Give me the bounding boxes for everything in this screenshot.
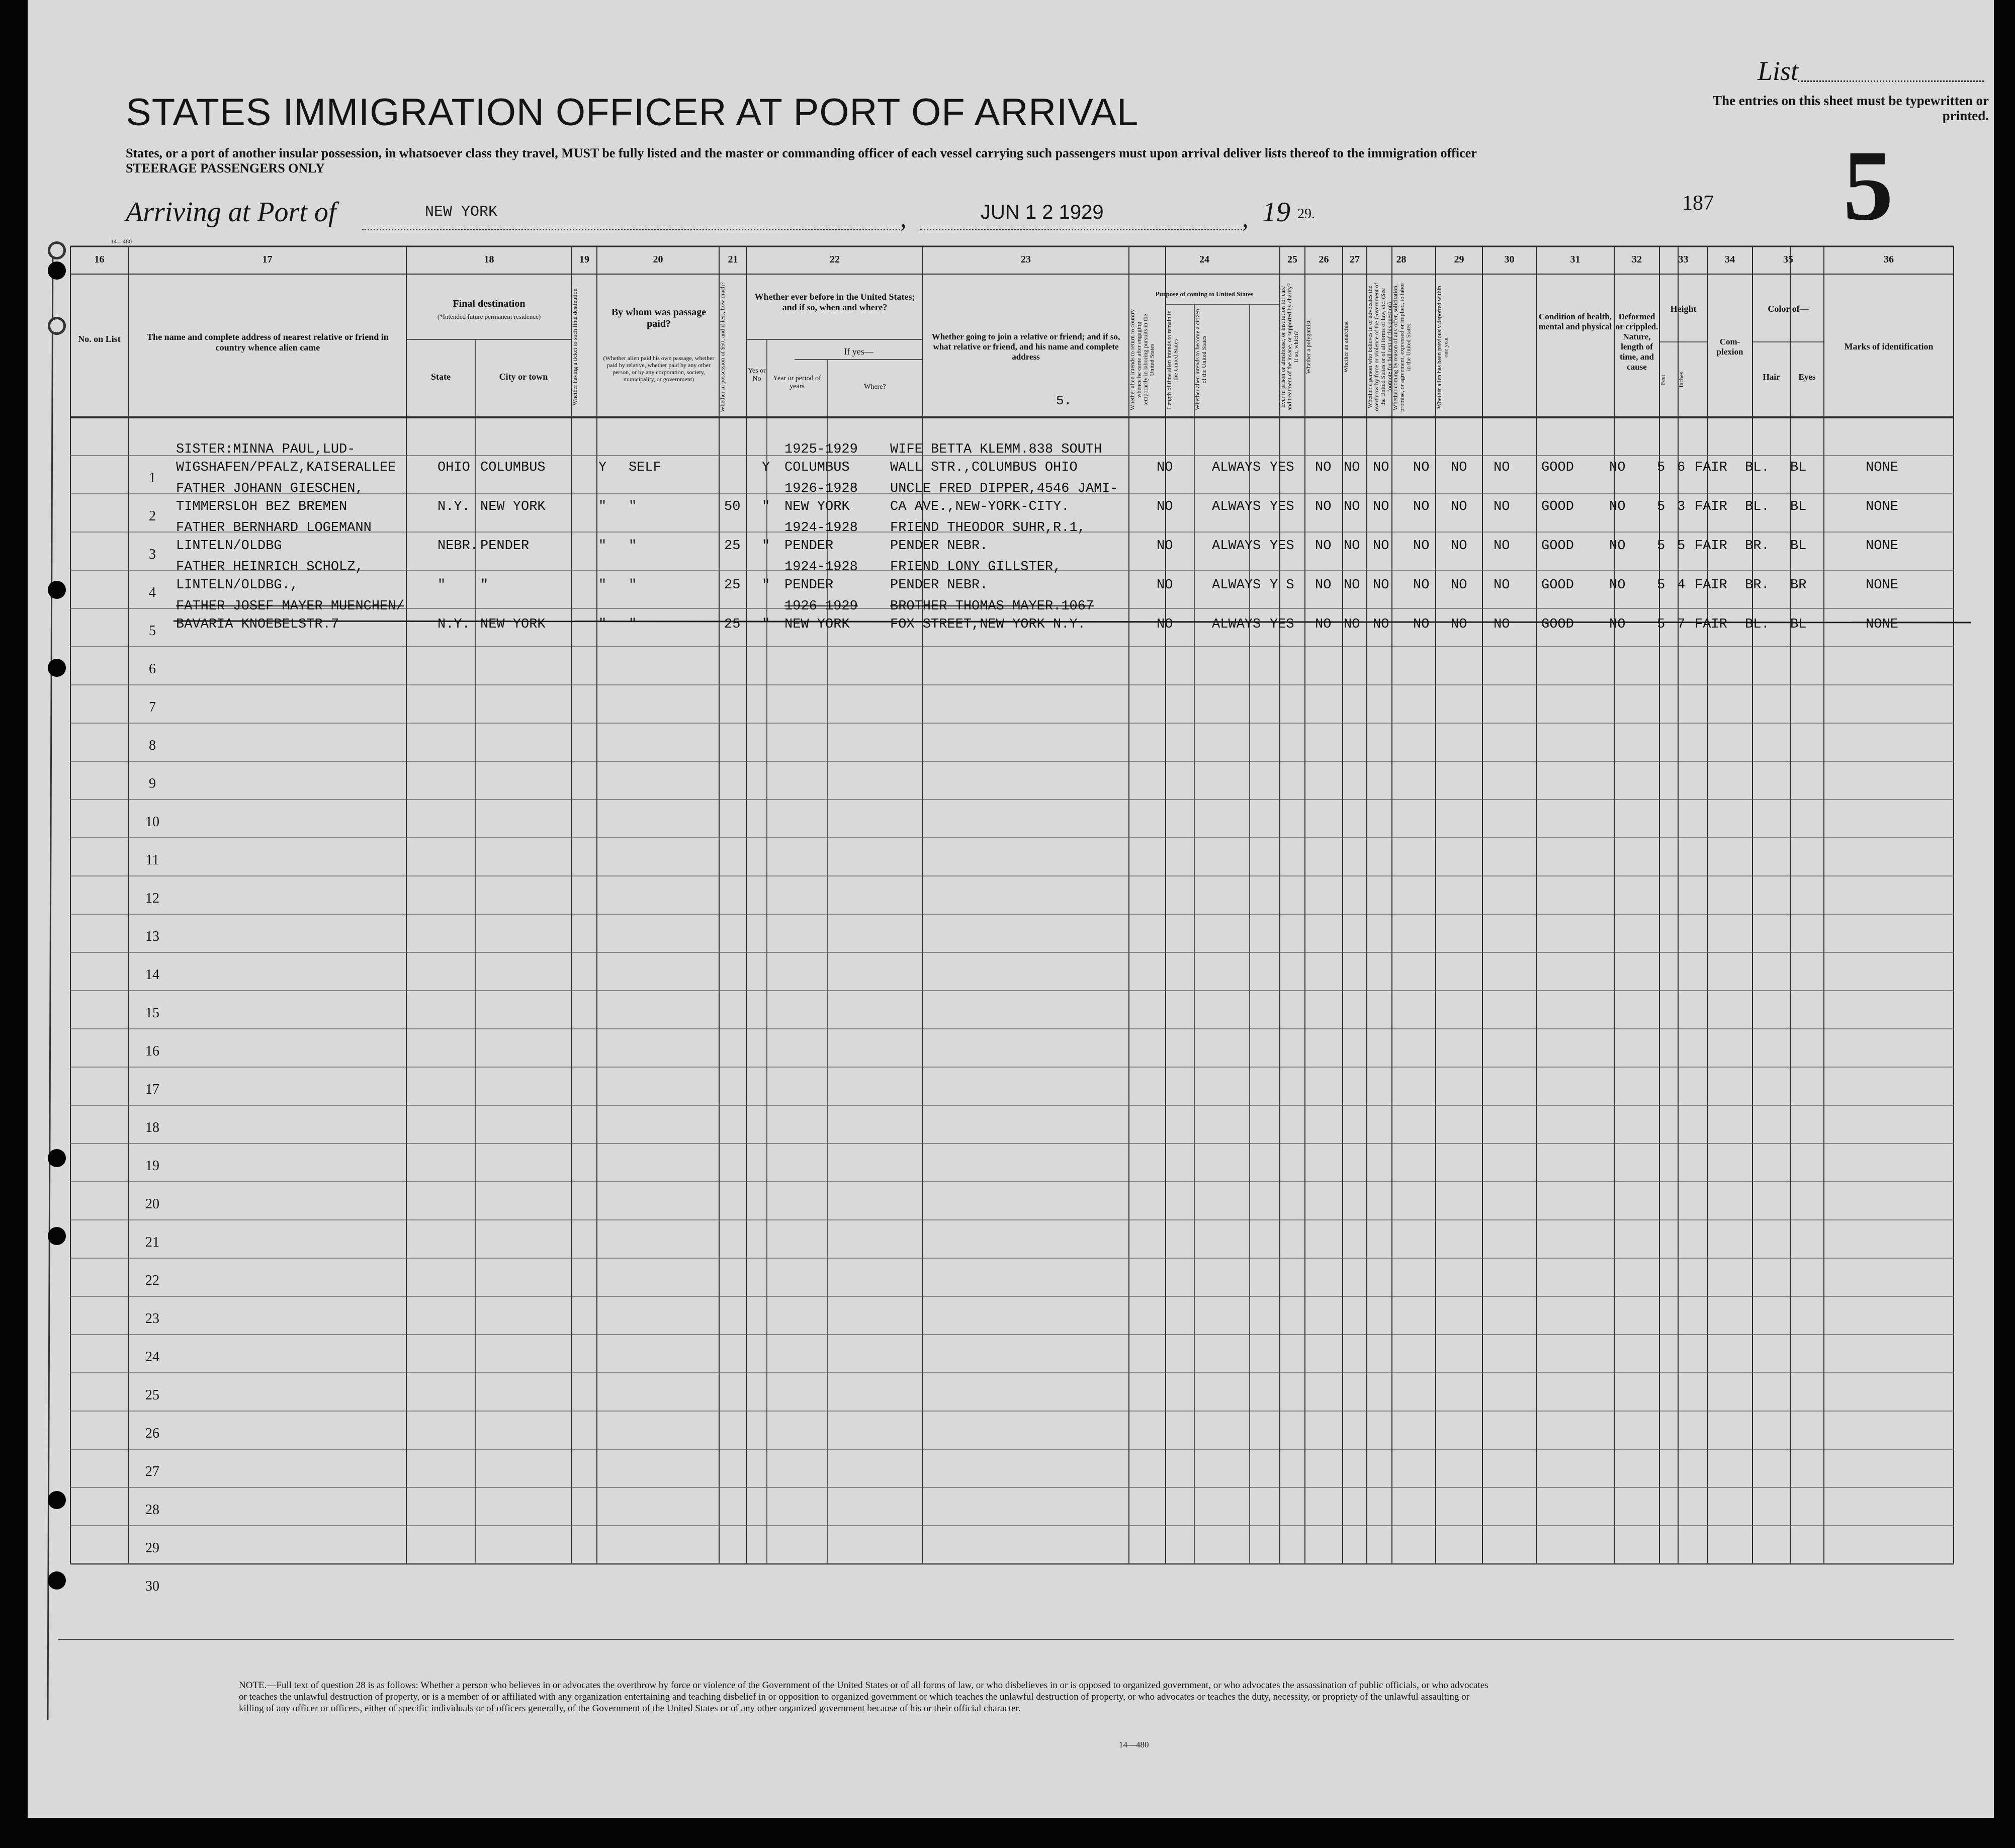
row-number: 4 — [149, 585, 156, 600]
punch-hole — [48, 1491, 66, 1509]
height-inches: 5 — [1677, 539, 1686, 554]
column-number: 23 — [1021, 254, 1031, 265]
relative-line-1: FATHER HEINRICH SCHOLZ, — [176, 560, 364, 575]
row-number: 1 — [149, 470, 156, 486]
header-marks: Marks of identification — [1844, 341, 1934, 351]
header-if-yes: If yes— — [844, 346, 873, 357]
height-feet: 5 — [1657, 499, 1666, 514]
passage-paid-by: SELF — [629, 460, 661, 475]
row-number: 26 — [145, 1426, 159, 1441]
height-feet: 5 — [1657, 617, 1666, 632]
deformed-value: NO — [1609, 460, 1626, 475]
q29-value: NO — [1451, 578, 1467, 593]
header-complexion: Com-plexion — [1716, 337, 1743, 357]
header-yes-no: Yes or No — [748, 367, 766, 383]
header-no-on-list: No. on List — [78, 334, 121, 344]
column-number: 31 — [1570, 254, 1581, 265]
marks-value: NONE — [1866, 460, 1898, 475]
year-suffix: 29. — [1297, 206, 1315, 222]
row-number: 10 — [145, 814, 159, 830]
ticket-value: " — [598, 578, 607, 593]
column-number: 21 — [728, 254, 738, 265]
comma-sep: , — [900, 204, 907, 232]
purpose-citizen: YES — [1270, 617, 1294, 632]
complexion-value: FAIR — [1695, 499, 1727, 514]
punch-hole — [48, 241, 66, 259]
destination-city: PENDER — [480, 539, 530, 554]
height-feet: 5 — [1657, 578, 1666, 593]
deformed-value: NO — [1609, 578, 1626, 593]
passenger-class: STEERAGE PASSENGERS ONLY — [126, 161, 325, 175]
header-polygamist: Whether a polygamist — [1304, 320, 1311, 374]
purpose-return: NO — [1157, 460, 1173, 475]
polygamist-value: NO — [1344, 460, 1360, 475]
relative-line-2: BAVARIA KNOEBELSTR.7 — [176, 617, 339, 632]
column-number: 35 — [1783, 254, 1793, 265]
polygamist-value: NO — [1344, 499, 1360, 514]
punch-hole — [48, 1149, 66, 1167]
header-possession: Whether in possession of $50, and if less, how much? — [719, 282, 726, 412]
destination-state: " — [437, 578, 446, 593]
header-joining: Whether going to join a relative or friend; and if so, what relative or friend, and his name and complete address — [931, 332, 1120, 362]
punch-hole — [48, 1227, 66, 1245]
header-purpose-citizen: Whether alien intends to become a citizen of the United States — [1194, 309, 1207, 410]
q28-value: NO — [1413, 460, 1430, 475]
row-number: 22 — [145, 1273, 159, 1288]
punch-hole — [48, 581, 66, 599]
footnote-code: 14—480 — [1119, 1740, 1149, 1749]
row-number: 27 — [145, 1464, 159, 1479]
relative-line-1: FATHER BERNHARD LOGEMANN — [176, 520, 372, 536]
header-prison: Ever in prison or almshouse, or institution for care and treatment of the insane, or supported by charity? If so, which? — [1279, 283, 1299, 411]
row-number: 15 — [145, 1005, 159, 1021]
year-prefix: 19 — [1262, 197, 1290, 228]
prison-value: NO — [1315, 460, 1332, 475]
purpose-return: NO — [1157, 499, 1173, 514]
header-anarchist: Whether an anarchist — [1342, 321, 1349, 373]
q29-value: NO — [1451, 499, 1467, 514]
prison-value: NO — [1315, 499, 1332, 514]
row-number: 30 — [145, 1578, 159, 1594]
anarchist-value: NO — [1373, 539, 1389, 554]
column-number: 27 — [1350, 254, 1360, 265]
marks-value: NONE — [1866, 617, 1898, 632]
row-number: 21 — [145, 1235, 159, 1250]
row-number: 9 — [149, 776, 156, 791]
row-number: 14 — [145, 967, 159, 983]
q30-value: NO — [1494, 499, 1510, 514]
q28-value: NO — [1413, 499, 1430, 514]
column-number: 30 — [1504, 254, 1515, 265]
footnote: NOTE.—Full text of question 28 is as follows: Whether a person who believes in or advocates the overthrow by force or violence of the Government of the United States or of all forms of law, or who disbelieves in or is opposed to organized government, or who advocates the assassination of public officials, or who advocates or teaches the unlawful destruction of property, or is a member of or affiliated with any organization entertaining and teaching disbelief in or opposition to organized government or which teaches the unlawful destruction of property, or who advocates or teaches the duty, necessity, or propriety of the unlawful assaulting or killing of any officer or officers, either of specific individuals or of officers generally, of the Government of the United States or of any other organized government because of his or their official character. — [239, 1680, 1488, 1714]
header-period: Year or period of years — [773, 375, 821, 390]
header-state: State — [431, 372, 451, 382]
passage-paid-by: " — [629, 617, 637, 632]
row-number: 18 — [145, 1120, 159, 1135]
before-us-yes-no: " — [762, 499, 770, 514]
header-q29: Whether coming by reason of any offer, solicitation, promise, or agreement, expressed or implied, to labor in the United States — [1391, 282, 1412, 412]
eye-color: BL — [1790, 499, 1807, 514]
purpose-return: NO — [1157, 539, 1173, 554]
column-number: 22 — [830, 254, 840, 265]
prison-value: NO — [1315, 539, 1332, 554]
port-value: NEW YORK — [425, 204, 498, 221]
list-label: List — [1758, 56, 1799, 86]
money-value: 25 — [724, 617, 741, 632]
height-inches: 3 — [1677, 499, 1686, 514]
destination-state: N.Y. — [437, 499, 470, 514]
hair-color: BL. — [1745, 460, 1770, 475]
header-color-of: Color of— — [1768, 304, 1809, 314]
q28-value: NO — [1413, 578, 1430, 593]
page-number: 187 — [1682, 192, 1714, 215]
q28-value: NO — [1413, 617, 1430, 632]
hair-color: BL. — [1745, 617, 1770, 632]
relative-line-2: LINTELN/OLDBG., — [176, 578, 299, 593]
header-final-destination-note: (*Intended future permanent residence) — [437, 313, 541, 320]
ticket-value: " — [598, 617, 607, 632]
relative-line-2: TIMMERSLOH BEZ BREMEN — [176, 499, 347, 514]
money-value: 25 — [724, 578, 741, 593]
row-number: 16 — [145, 1043, 159, 1059]
column-number: 17 — [262, 254, 273, 265]
relative-line-2: WIGSHAFEN/PFALZ,KAISERALLEE — [176, 460, 396, 475]
destination-state: N.Y. — [437, 617, 470, 632]
column-number: 26 — [1319, 254, 1329, 265]
joining-line-1: FRIEND THEODOR SUHR,R.1, — [890, 520, 1086, 536]
joining-line-1: FRIEND LONY GILLSTER, — [890, 560, 1062, 575]
punch-hole — [48, 1571, 66, 1590]
before-us-period: 1926-1929 — [784, 599, 858, 614]
punch-hole — [48, 261, 66, 280]
joining-line-2: PENDER NEBR. — [890, 539, 988, 554]
polygamist-value: NO — [1344, 617, 1360, 632]
column-number: 16 — [94, 254, 105, 265]
destination-state: OHIO — [437, 460, 470, 475]
anarchist-value: NO — [1373, 617, 1389, 632]
joining-line-2: FOX STREET,NEW YORK N.Y. — [890, 617, 1086, 632]
comma-sep-2: , — [1242, 204, 1249, 232]
q29-value: NO — [1451, 539, 1467, 554]
page-title: STATES IMMIGRATION OFFICER AT PORT OF ARRIVAL — [126, 91, 1139, 134]
health-value: GOOD — [1541, 499, 1574, 514]
header-q30: Whether alien has been previously deported within one year — [1435, 285, 1449, 409]
money-value: 25 — [724, 539, 741, 554]
row-number: 19 — [145, 1158, 159, 1174]
column-number: 28 — [1396, 254, 1407, 265]
passage-paid-by: " — [629, 499, 637, 514]
anarchist-value: NO — [1373, 460, 1389, 475]
before-us-period: 1925-1929 — [784, 442, 858, 457]
header-purpose-length: Length of time alien intends to remain in the United States — [1165, 310, 1179, 409]
deformed-value: NO — [1609, 539, 1626, 554]
q29-value: NO — [1451, 460, 1467, 475]
health-value: GOOD — [1541, 539, 1574, 554]
hair-color: BR. — [1745, 578, 1770, 593]
ticket-value: Y — [598, 460, 607, 475]
row-number: 13 — [145, 929, 159, 944]
destination-state: NEBR. — [437, 539, 479, 554]
purpose-citizen: Y S — [1270, 578, 1294, 593]
joining-line-1: WIFE BETTA KLEMM.838 SOUTH — [890, 442, 1102, 457]
eye-color: BL — [1790, 617, 1807, 632]
destination-city: NEW YORK — [480, 499, 546, 514]
column-number: 29 — [1454, 254, 1464, 265]
joining-line-2: CA AVE.,NEW-YORK-CITY. — [890, 499, 1070, 514]
purpose-citizen: YES — [1270, 460, 1294, 475]
column-number: 20 — [653, 254, 663, 265]
header-city: City or town — [499, 372, 548, 382]
before-us-yes-no: " — [762, 617, 770, 632]
health-value: GOOD — [1541, 617, 1574, 632]
height-inches: 7 — [1677, 617, 1686, 632]
q30-value: NO — [1494, 539, 1510, 554]
row-number: 3 — [149, 547, 156, 562]
header-q28: Whether a person who believes in or advocates the overthrow by force or violence of the Government of the United States or of all forms of law, etc. (See footnote for full text of this question) — [1366, 283, 1393, 411]
row-number: 24 — [145, 1349, 159, 1365]
row-number: 20 — [145, 1196, 159, 1212]
header-health: Condition of health, mental and physical — [1538, 312, 1612, 331]
relative-line-1: FATHER JOHANN GIESCHEN, — [176, 481, 364, 496]
q30-value: NO — [1494, 617, 1510, 632]
money-value: 50 — [724, 499, 741, 514]
header-purpose-return: Whether alien intends to return to country whence he came after engaging temporarily in laboring pursuits in the United States — [1128, 309, 1155, 410]
destination-city: " — [480, 578, 489, 593]
column-number: 18 — [484, 254, 494, 265]
destination-city: NEW YORK — [480, 617, 546, 632]
header-hair: Hair — [1763, 372, 1780, 382]
row-number: 8 — [149, 738, 156, 753]
header-ticket: Whether having a ticket to such final destination — [571, 288, 578, 406]
typewritten-instruction: The entries on this sheet must be typewritten or printed. — [1713, 93, 1989, 123]
manifest-sheet — [28, 0, 1994, 1818]
polygamist-value: NO — [1344, 539, 1360, 554]
anarchist-value: NO — [1373, 499, 1389, 514]
height-feet: 5 — [1657, 460, 1666, 475]
relative-line-2: LINTELN/OLDBG — [176, 539, 282, 554]
joining-line-1: UNCLE FRED DIPPER,4546 JAMI- — [890, 481, 1118, 496]
purpose-length: ALWAYS — [1212, 578, 1261, 593]
row-number: 17 — [145, 1082, 159, 1097]
date-stamp: JUN 1 2 1929 — [981, 201, 1104, 223]
row-number: 25 — [145, 1387, 159, 1403]
before-us-period: 1924-1928 — [784, 520, 858, 536]
joining-line-2: WALL STR.,COLUMBUS OHIO — [890, 460, 1078, 475]
height-inches: 6 — [1677, 460, 1686, 475]
row-number: 28 — [145, 1502, 159, 1518]
purpose-length: ALWAYS — [1212, 539, 1261, 554]
q30-value: NO — [1494, 578, 1510, 593]
marks-value: NONE — [1866, 539, 1898, 554]
joining-line-2: PENDER NEBR. — [890, 578, 988, 593]
column-number: 19 — [579, 254, 589, 265]
row-number: 7 — [149, 699, 156, 715]
column-number: 24 — [1199, 254, 1209, 265]
hair-color: BL. — [1745, 499, 1770, 514]
column-number: 32 — [1632, 254, 1642, 265]
q30-value: NO — [1494, 460, 1510, 475]
prison-value: NO — [1315, 617, 1332, 632]
deformed-value: NO — [1609, 499, 1626, 514]
column-number: 34 — [1725, 254, 1735, 265]
relative-line-1: SISTER:MINNA PAUL,LUD- — [176, 442, 356, 457]
print-code: 14—480 — [111, 238, 132, 245]
header-deformed: Deformed or crippled. Nature, length of time, and cause — [1615, 312, 1658, 372]
height-inches: 4 — [1677, 578, 1686, 593]
before-us-where: NEW YORK — [784, 499, 850, 514]
purpose-citizen: YES — [1270, 499, 1294, 514]
passage-paid-by: " — [629, 539, 637, 554]
sheet-number: 5 — [1843, 130, 1893, 241]
purpose-citizen: YES — [1270, 539, 1294, 554]
q28-value: NO — [1413, 539, 1430, 554]
eye-color: BL — [1790, 539, 1807, 554]
header-nearest-relative: The name and complete address of nearest relative or friend in country whence alien came — [147, 332, 389, 353]
row-number: 29 — [145, 1540, 159, 1556]
purpose-return: NO — [1157, 578, 1173, 593]
complexion-value: FAIR — [1695, 460, 1727, 475]
before-us-where: PENDER — [784, 578, 834, 593]
polygamist-value: NO — [1344, 578, 1360, 593]
height-feet: 5 — [1657, 539, 1666, 554]
purpose-length: ALWAYS — [1212, 499, 1261, 514]
before-us-where: COLUMBUS — [784, 460, 850, 475]
row-number: 2 — [149, 508, 156, 524]
header-where: Where? — [864, 383, 886, 391]
joining-line-1: BROTHER THOMAS MAYER.1067 — [890, 599, 1094, 614]
marks-value: NONE — [1866, 578, 1898, 593]
header-final-destination: Final destination — [453, 298, 525, 309]
passage-paid-by: " — [629, 578, 637, 593]
header-before-us: Whether ever before in the United States; and if so, when and where? — [754, 292, 915, 312]
health-value: GOOD — [1541, 460, 1574, 475]
column-number: 33 — [1678, 254, 1689, 265]
prison-value: NO — [1315, 578, 1332, 593]
ticket-value: " — [598, 499, 607, 514]
before-us-yes-no: " — [762, 539, 770, 554]
before-us-period: 1926-1928 — [784, 481, 858, 496]
arriving-label: Arriving at Port of — [126, 197, 336, 228]
complexion-value: FAIR — [1695, 617, 1727, 632]
eye-color: BR — [1790, 578, 1807, 593]
before-us-yes-no: " — [762, 578, 770, 593]
column-number: 25 — [1287, 254, 1297, 265]
row-number: 12 — [145, 891, 159, 906]
page-subtitle: States, or a port of another insular possession, in whatsoever class they travel, MUST be fully listed and the master or commanding officer of each vessel carrying such passengers must upon arrival deliver lists thereof to the immigration officer — [126, 146, 1477, 160]
before-us-period: 1924-1928 — [784, 560, 858, 575]
anarchist-value: NO — [1373, 578, 1389, 593]
header-purpose: Purpose of coming to United States — [1155, 290, 1254, 298]
eye-color: BL — [1790, 460, 1807, 475]
before-us-yes-no: Y — [762, 460, 770, 475]
column-number: 36 — [1884, 254, 1894, 265]
header-feet: Feet — [1659, 374, 1666, 385]
header-eyes: Eyes — [1798, 372, 1816, 382]
complexion-value: FAIR — [1695, 539, 1727, 554]
row-number: 23 — [145, 1311, 159, 1327]
deformed-value: NO — [1609, 617, 1626, 632]
destination-city: COLUMBUS — [480, 460, 546, 475]
purpose-length: ALWAYS — [1212, 617, 1261, 632]
before-us-where: PENDER — [784, 539, 834, 554]
purpose-return: NO — [1157, 617, 1173, 632]
row-number: 6 — [149, 661, 156, 677]
ticket-value: " — [598, 539, 607, 554]
punch-hole — [48, 317, 66, 335]
header-inches: Inches — [1678, 372, 1685, 388]
hair-color: BR. — [1745, 539, 1770, 554]
header-passage: By whom was passage paid? — [611, 307, 707, 329]
purpose-length: ALWAYS — [1212, 460, 1261, 475]
before-us-where: NEW YORK — [784, 617, 850, 632]
q29-value: NO — [1451, 617, 1467, 632]
marks-value: NONE — [1866, 499, 1898, 514]
column-23-annotation: 5. — [1056, 393, 1072, 408]
relative-line-1: FATHER JOSEF MAYER MUENCHEN/ — [176, 599, 404, 614]
punch-hole — [48, 659, 66, 677]
row-number: 11 — [145, 852, 159, 868]
row-number: 5 — [149, 623, 156, 639]
table-grid — [28, 0, 1994, 1818]
health-value: GOOD — [1541, 578, 1574, 593]
header-height: Height — [1670, 304, 1697, 314]
complexion-value: FAIR — [1695, 578, 1727, 593]
header-passage-note: (Whether alien paid his own passage, whether paid by relative, whether paid by any other person, or by any corporation, society, municipality, or government) — [603, 355, 715, 383]
